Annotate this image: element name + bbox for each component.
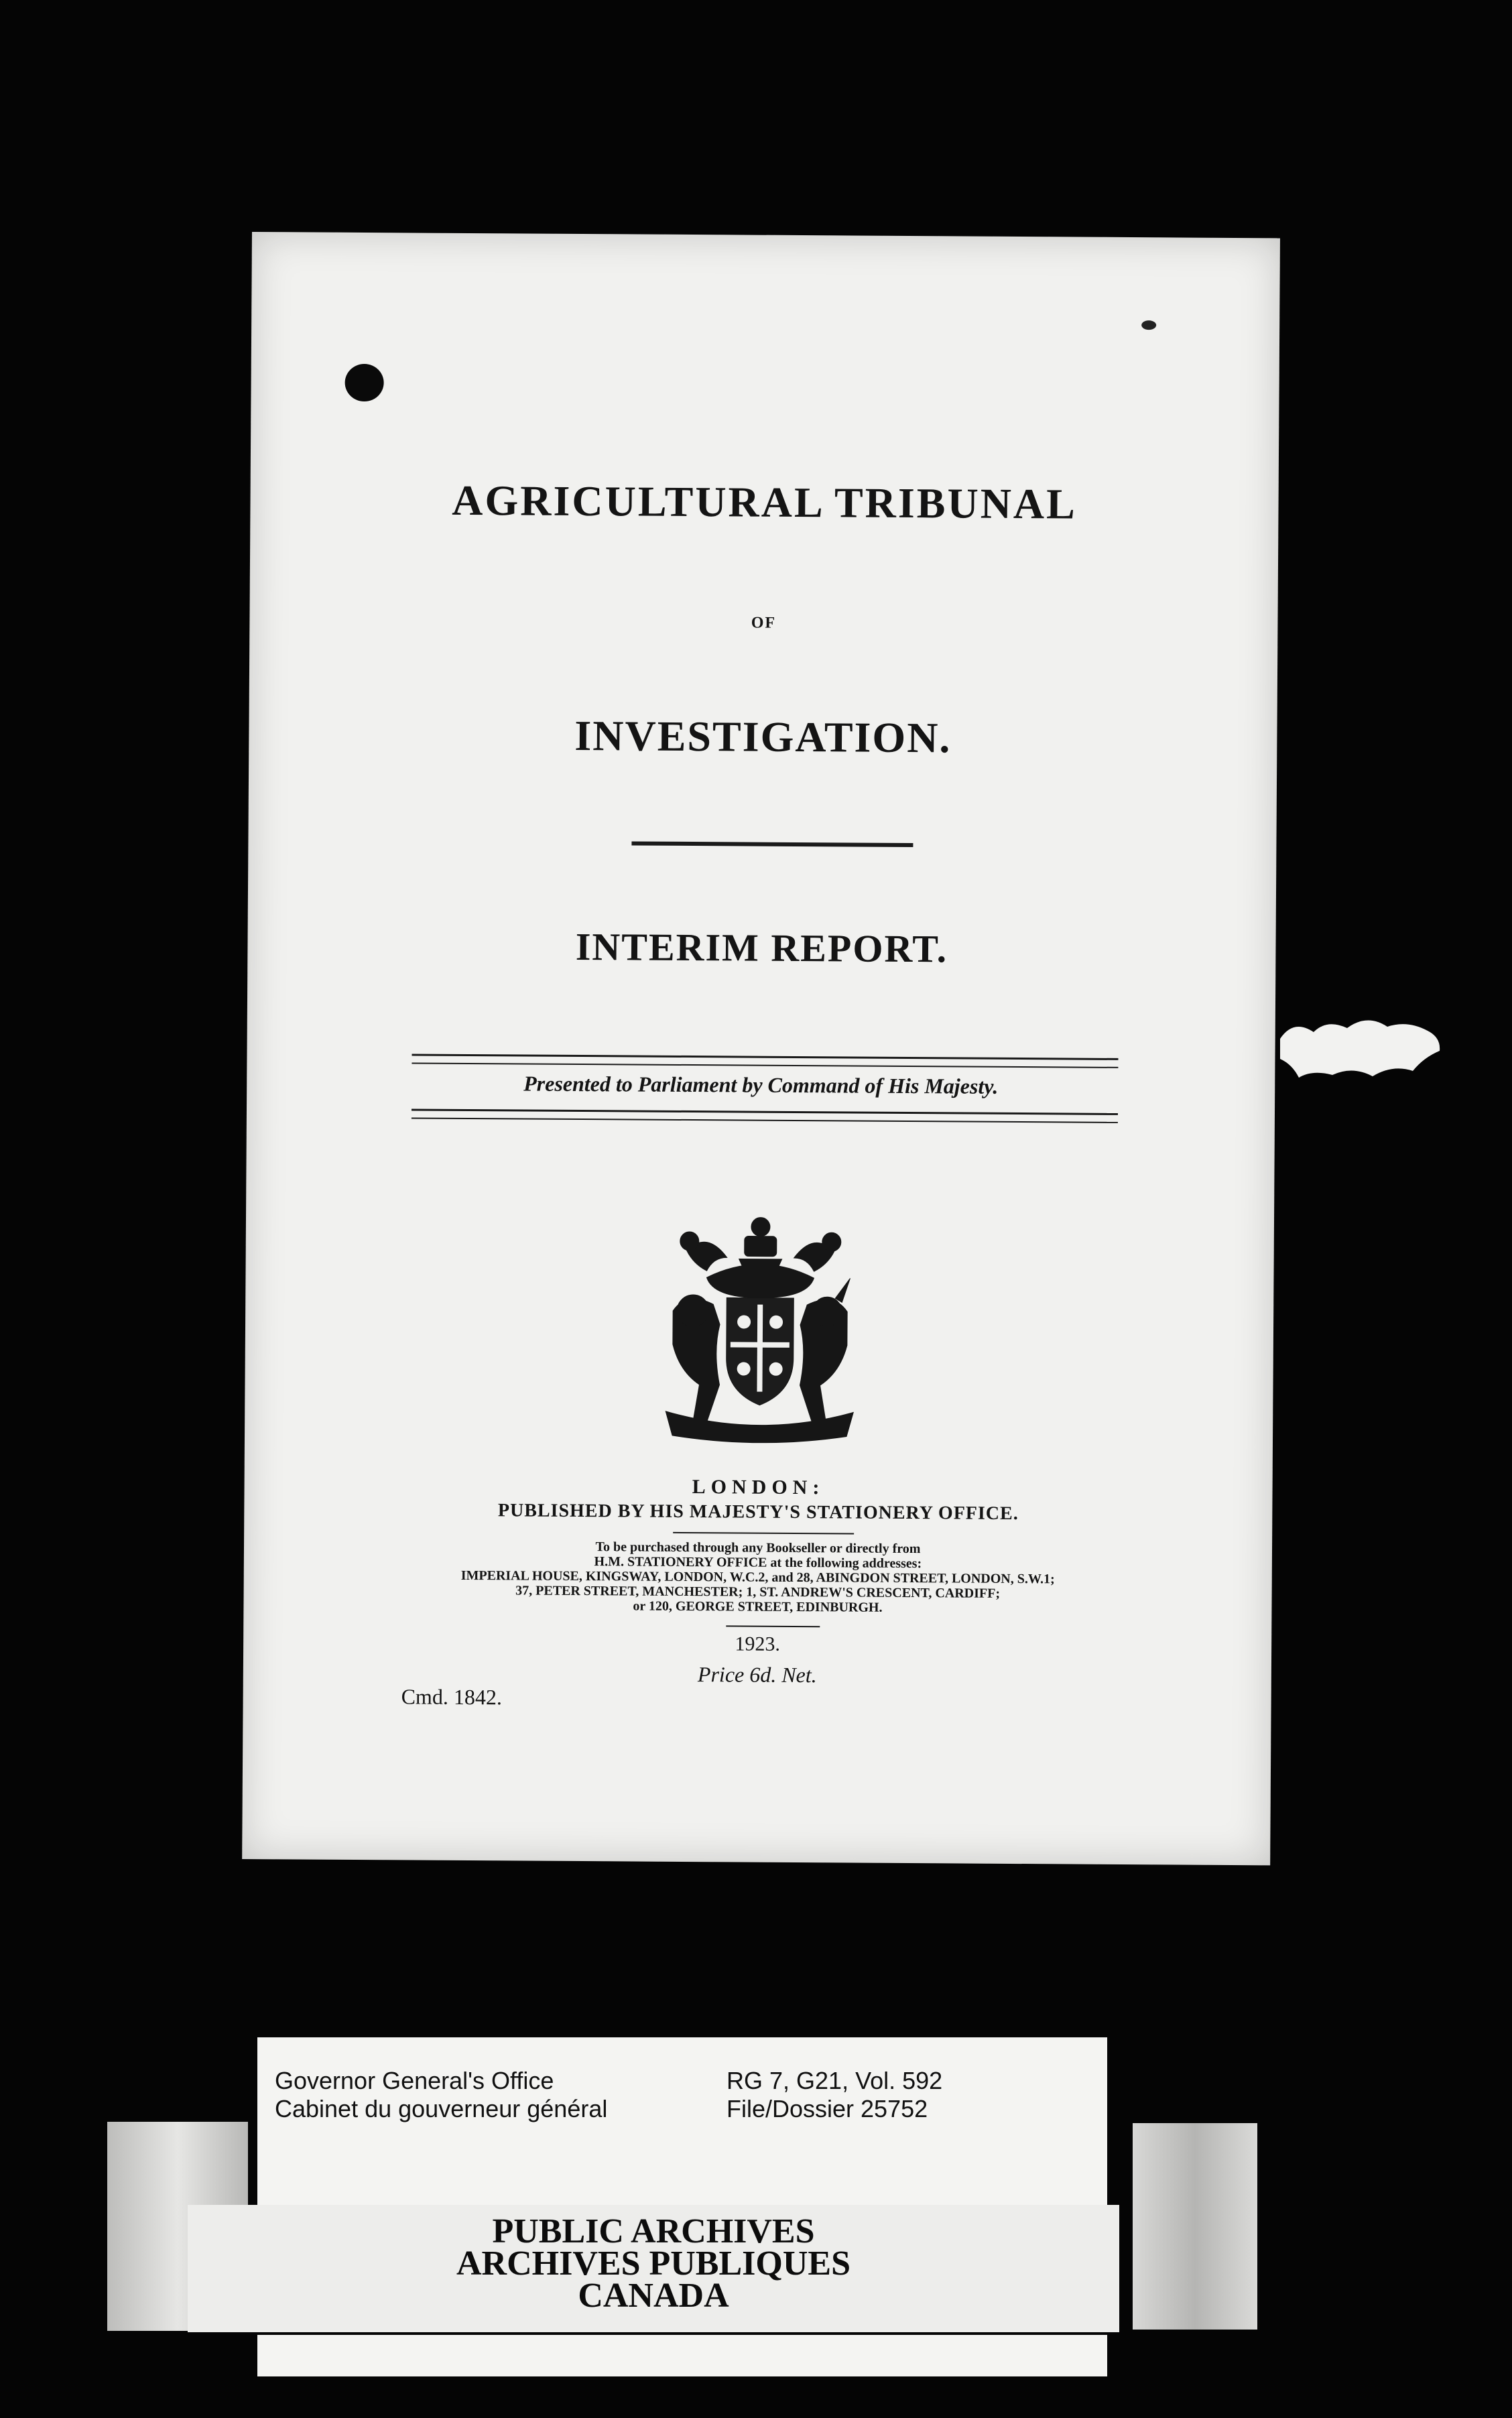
archive-label-foot bbox=[257, 2335, 1107, 2376]
address-line: To be purchased through any Bookseller or directly from bbox=[595, 1539, 921, 1557]
price: Price 6d. Net. bbox=[697, 1662, 817, 1688]
office-fr: Cabinet du gouverneur général bbox=[275, 2095, 608, 2122]
record-group-reference: RG 7, G21, Vol. 592 bbox=[727, 2067, 943, 2094]
publication-year: 1923. bbox=[735, 1633, 780, 1655]
address-line: IMPERIAL HOUSE, KINGSWAY, LONDON, W.C.2, and 28, ABINGDON STREET, LONDON, S.W.1; bbox=[460, 1568, 1055, 1587]
address-line: or 120, GEORGE STREET, EDINBURGH. bbox=[633, 1598, 883, 1615]
address-rule bbox=[726, 1625, 820, 1627]
subtitle: INTERIM REPORT. bbox=[575, 924, 948, 971]
presented-rule-top bbox=[412, 1054, 1118, 1068]
office-en: Governor General's Office bbox=[275, 2067, 554, 2094]
torn-paper-scrap bbox=[1277, 1012, 1442, 1082]
tape-right bbox=[1133, 2123, 1257, 2330]
publisher-city: LONDON: bbox=[692, 1476, 825, 1499]
stamp-line-3: CANADA bbox=[578, 2277, 729, 2315]
document-page bbox=[242, 232, 1280, 1865]
presented-line: Presented to Parliament by Command of His Majesty. bbox=[523, 1071, 999, 1098]
royal-coat-of-arms-icon bbox=[659, 1210, 861, 1446]
presented-rule-bottom bbox=[412, 1108, 1118, 1123]
title-line-2: INVESTIGATION. bbox=[574, 711, 952, 762]
stamp-line-1: PUBLIC ARCHIVES bbox=[492, 2212, 815, 2250]
address-line: 37, PETER STREET, MANCHESTER; 1, ST. ANDREW'S CRESCENT, CARDIFF; bbox=[515, 1583, 1001, 1601]
stamp-line-2: ARCHIVES PUBLIQUES bbox=[456, 2244, 851, 2283]
publisher: PUBLISHED BY HIS MAJESTY'S STATIONERY OFFICE. bbox=[497, 1500, 1019, 1525]
file-number: File/Dossier 25752 bbox=[727, 2095, 928, 2122]
command-number: Cmd. 1842. bbox=[401, 1684, 502, 1710]
ink-speck bbox=[1141, 320, 1156, 330]
punch-hole bbox=[344, 364, 383, 401]
publisher-rule bbox=[673, 1532, 854, 1535]
title-of: OF bbox=[751, 614, 777, 632]
title-divider bbox=[631, 841, 913, 847]
title-line-1: AGRICULTURAL TRIBUNAL bbox=[452, 476, 1078, 528]
address-line: H.M. STATIONERY OFFICE at the following addresses: bbox=[594, 1554, 922, 1572]
